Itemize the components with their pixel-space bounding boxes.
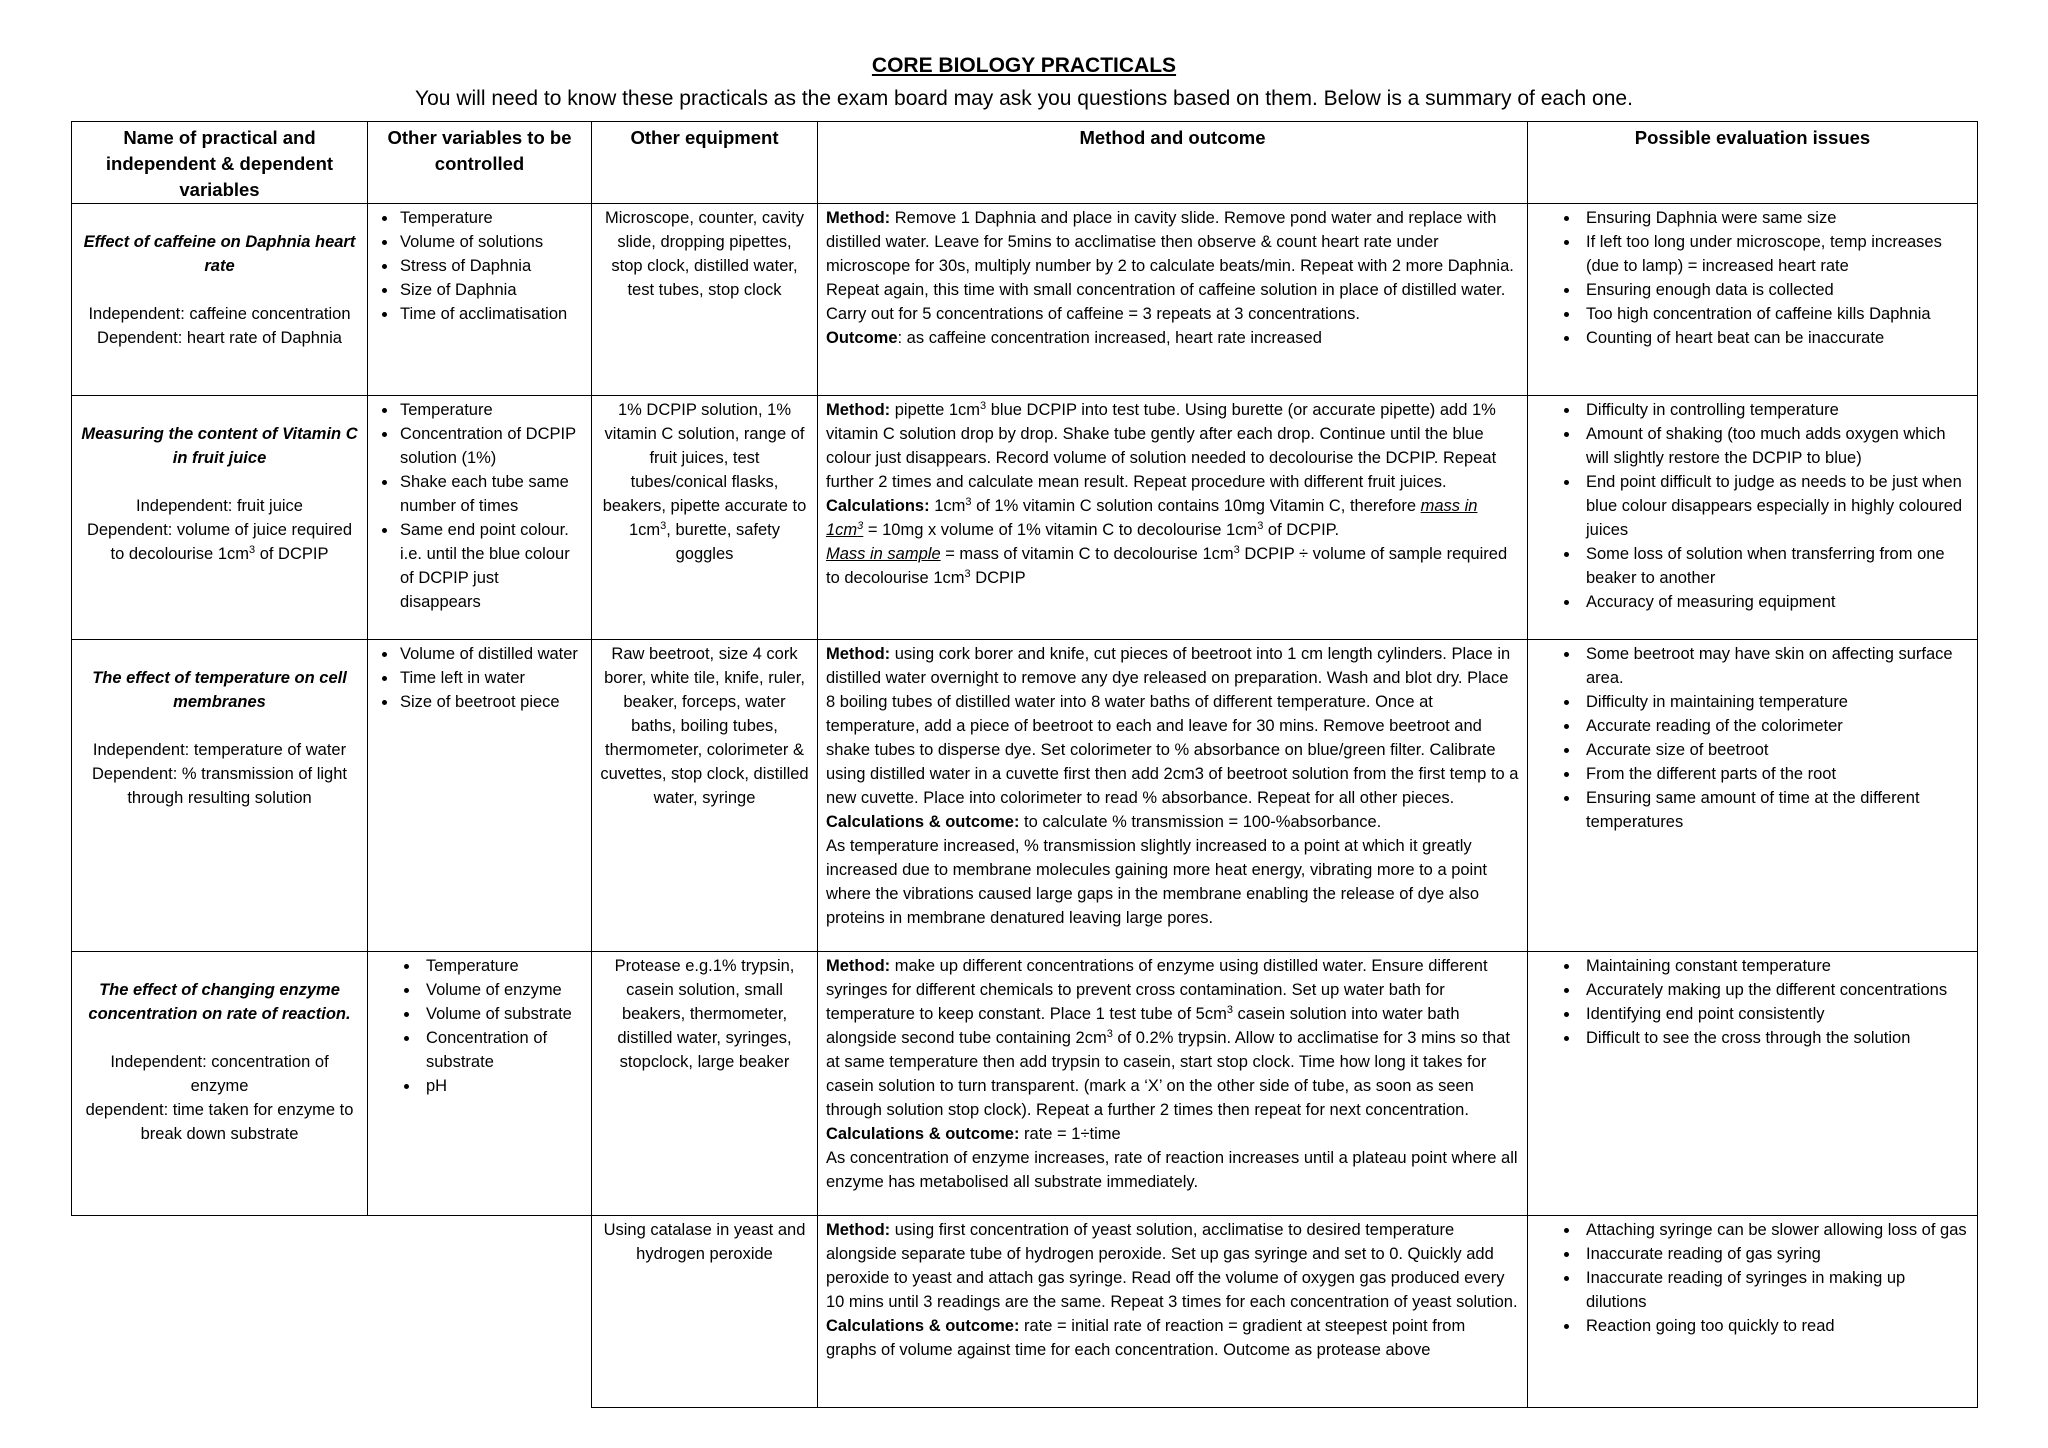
list-item: • Ensuring enough data is collected <box>1580 278 1969 302</box>
method-label: Method: <box>826 401 891 419</box>
list-item: • Stress of Daphnia <box>398 254 583 278</box>
list-item: • Concentration of substrate <box>420 1026 583 1074</box>
list-item: • Inaccurate reading of syringes in making up dilutions <box>1580 1266 1969 1314</box>
header-vars: Other variables to be controlled <box>368 122 592 204</box>
practical-name-cell <box>72 952 368 1216</box>
equipment-cell: Using catalase in yeast and hydrogen peroxide <box>592 1216 818 1408</box>
outcome-label: Outcome <box>826 329 898 347</box>
list-item: • Ensuring Daphnia were same size <box>1580 206 1969 230</box>
page-subtitle: You will need to know these practicals as the exam board may ask you questions based on them. Below is a summary of each one. <box>415 87 1633 110</box>
list-item: • Reaction going too quickly to read <box>1580 1314 1969 1338</box>
controlled-variables-list <box>376 398 583 614</box>
list-item: • From the different parts of the root <box>1580 762 1969 786</box>
list-item: • Time of acclimatisation <box>398 302 583 326</box>
method-cell <box>818 204 1528 396</box>
calculations-label: Calculations: <box>826 497 930 515</box>
practical-name-cell <box>72 204 368 396</box>
header-equipment: Other equipment <box>592 122 818 204</box>
calculations-label: Calculations & outcome: <box>826 1125 1020 1143</box>
practical-name-cell <box>72 640 368 952</box>
list-item: • Ensuring same amount of time at the different temperatures <box>1580 786 1969 834</box>
list-item: • Time left in water <box>398 666 583 690</box>
list-item: • Counting of heart beat can be inaccurate <box>1580 326 1969 350</box>
header-row <box>72 122 1978 204</box>
controlled-variables-list <box>376 642 583 714</box>
outcome-text: : as caffeine concentration increased, heart rate increased <box>897 329 1322 347</box>
method-text: using cork borer and knife, cut pieces of beetroot into 1 cm length cylinders. Place in distilled water overnight to remove any dye released on preparation. Wash and blot dry. Place 8 boiling tubes of distilled water into 8 water baths of different temperature. Once at temperature, add a piece of beetroot to each and leave for 30 mins. Remove beetroot and shake tubes to disperse dye. Set colorimeter to % absorbance on blue/green filter. Calibrate using distilled water in a cuvette first then add 2cm3 of beetroot solution from the first temp to a new cuvette. Place into colorimeter to read % absorbance. Repeat for all other pieces. <box>826 645 1519 807</box>
list-item: • End point difficult to judge as needs to be just when blue colour disappears especially in highly coloured juices <box>1580 470 1969 542</box>
independent-variable: Independent: caffeine concentration <box>88 305 351 323</box>
controlled-variables-list <box>376 954 583 1098</box>
evaluation-list <box>1536 206 1969 350</box>
table-row-enzyme <box>72 952 1978 1216</box>
list-item: • pH <box>420 1074 583 1098</box>
header-name: Name of practical and independent & dependent variables <box>72 122 368 204</box>
header-method: Method and outcome <box>818 122 1528 204</box>
list-item: • Concentration of DCPIP solution (1%) <box>398 422 583 470</box>
calculations-label: Calculations & outcome: <box>826 813 1020 831</box>
method-cell: Method: pipette $1cm^3$ blue DCPIP into test tube. Using burette (or accurate pipette) add 1% vitamin C solution drop by drop. Shake tube gently after each drop. Continue until the blue colour just disappears. Record volume of solution needed to decolourise the DCPIP. Repeat further 2 times and calculate mean result. Repeat procedure with different fruit juices. Calculations: $1cm^3$ of 1% vitamin C solution contains 10mg Vitamin C, therefore mass in $1cm^3 = 10mg$ x volume of 1% vitamin C to decolourise $1cm^3$ of DCPIP. Mass in sample = mass of vitamin C to decolourise $1cm^3$ DCPIP ÷ volume of sample required to decolourise $1cm^3$ DCPIP <box>818 396 1528 640</box>
equipment-cell: 1% DCPIP solution, 1% vitamin C solution, range of fruit juices, test tubes/conical flasks, beakers, pipette accurate to $1cm^3$, burette, safety goggles <box>592 396 818 640</box>
list-item: • Accurate reading of the colorimeter <box>1580 714 1969 738</box>
method-label: Method: <box>826 1221 891 1239</box>
controlled-variables-cell <box>368 396 592 640</box>
list-item: • Volume of enzyme <box>420 978 583 1002</box>
calculations-text: rate = 1÷time <box>1019 1125 1121 1143</box>
practicals-table <box>71 121 1978 1408</box>
list-item: • Some beetroot may have skin on affecting surface area. <box>1580 642 1969 690</box>
list-item: • Accuracy of measuring equipment <box>1580 590 1969 614</box>
method-label: Method: <box>826 209 891 227</box>
evaluation-cell <box>1528 204 1978 396</box>
method-label: Method: <box>826 957 891 975</box>
practical-title: Effect of caffeine on Daphnia heart rate <box>83 233 356 275</box>
evaluation-list <box>1536 954 1969 1050</box>
list-item: • Volume of solutions <box>398 230 583 254</box>
evaluation-cell <box>1528 952 1978 1216</box>
list-item: • Identifying end point consistently <box>1580 1002 1969 1026</box>
list-item: • Temperature <box>398 398 583 422</box>
list-item: • Same end point colour. i.e. until the blue colour of DCPIP just disappears <box>398 518 583 614</box>
method-cell <box>818 1216 1528 1408</box>
controlled-variables-cell <box>368 204 592 396</box>
equipment-cell: Raw beetroot, size 4 cork borer, white tile, knife, ruler, beaker, forceps, water baths, boiling tubes, thermometer, colorimeter & cuvettes, stop clock, distilled water, syringe <box>592 640 818 952</box>
controlled-variables-list <box>376 206 583 326</box>
independent-variable: Independent: temperature of water <box>92 741 347 759</box>
table-row-catalase <box>72 1216 1978 1408</box>
list-item: • Volume of distilled water <box>398 642 583 666</box>
independent-variable: Independent: concentration of enzyme <box>110 1053 329 1095</box>
outcome-text: As temperature increased, % transmission slightly increased to a point at which it greatly increased due to membrane molecules gaining more heat energy, vibrating more to a point where the vibrations caused large gaps in the membrane enabling the release of dye also proteins in membrane denatured leaving large pores. <box>826 837 1487 927</box>
page-title: CORE BIOLOGY PRACTICALS <box>871 54 1177 77</box>
method-label: Method: <box>826 645 891 663</box>
dependent-variable: Dependent: volume of juice required to decolourise $1cm^3$ of DCPIP <box>86 521 353 563</box>
evaluation-cell <box>1528 396 1978 640</box>
evaluation-list <box>1536 642 1969 834</box>
list-item: • Difficult to see the cross through the solution <box>1580 1026 1969 1050</box>
list-item: • Amount of shaking (too much adds oxygen which will slightly restore the DCPIP to blue) <box>1580 422 1969 470</box>
practical-title: Measuring the content of Vitamin C in fruit juice <box>81 425 358 467</box>
method-cell <box>818 640 1528 952</box>
dependent-variable: Dependent: % transmission of light through resulting solution <box>92 765 347 807</box>
method-text: using first concentration of yeast solution, acclimatise to desired temperature alongside separate tube of hydrogen peroxide. Set up gas syringe and set to 0. Quickly add peroxide to yeast and attach gas syringe. Read off the volume of oxygen gas produced every 10 mins until 3 readings are the same. Repeat 3 times for each concentration of yeast solution. <box>826 1221 1518 1311</box>
dependent-variable: Dependent: heart rate of Daphnia <box>97 329 342 347</box>
list-item: • Temperature <box>398 206 583 230</box>
list-item: • Accurately making up the different concentrations <box>1580 978 1969 1002</box>
practical-title: The effect of changing enzyme concentration on rate of reaction. <box>88 981 351 1023</box>
list-item: • Volume of substrate <box>420 1002 583 1026</box>
table-row-cell-membranes <box>72 640 1978 952</box>
outcome-text: As concentration of enzyme increases, rate of reaction increases until a plateau point where all enzyme has metabolised all substrate immediately. <box>826 1149 1518 1191</box>
practical-title: The effect of temperature on cell membranes <box>92 669 347 711</box>
list-item: • Maintaining constant temperature <box>1580 954 1969 978</box>
controlled-variables-cell <box>368 952 592 1216</box>
evaluation-list <box>1536 1218 1969 1338</box>
evaluation-cell <box>1528 640 1978 952</box>
equipment-cell: Microscope, counter, cavity slide, dropping pipettes, stop clock, distilled water, test tubes, stop clock <box>592 204 818 396</box>
list-item: • Size of Daphnia <box>398 278 583 302</box>
list-item: • Difficulty in maintaining temperature <box>1580 690 1969 714</box>
method-cell: Method: make up different concentrations of enzyme using distilled water. Ensure different syringes for different chemicals to prevent cross contamination. Set up water bath for temperature to keep constant. Place 1 test tube of $5cm^3$ casein solution into water bath alongside second tube containing $2cm^3$ of 0.2% trypsin. Allow to acclimatise for 3 mins so that at same temperature then add trypsin to casein, start stop clock. Time how long it takes for casein solution to turn transparent. (mark a ‘X’ on the other side of tube, as soon as seen through solution stop clock). Repeat a further 2 times then repeat for next concentration. Calculations & outcome: rate = 1÷time As concentration of enzyme increases, rate of reaction increases until a plateau point where all enzyme has metabolised all substrate immediately. <box>818 952 1528 1216</box>
calculations-text: to calculate % transmission = 100-%absorbance. <box>1019 813 1382 831</box>
evaluation-list <box>1536 398 1969 614</box>
controlled-variables-cell <box>368 640 592 952</box>
table-row-caffeine <box>72 204 1978 396</box>
dependent-variable: dependent: time taken for enzyme to break down substrate <box>85 1101 354 1143</box>
table-row-vitamin-c <box>72 396 1978 640</box>
calculations-text: rate = initial rate of reaction = gradient at steepest point from graphs of volume against time for each concentration. Outcome as protease above <box>826 1317 1466 1359</box>
list-item: • Temperature <box>420 954 583 978</box>
header-evaluation: Possible evaluation issues <box>1528 122 1978 204</box>
list-item: • Too high concentration of caffeine kills Daphnia <box>1580 302 1969 326</box>
calculations-label: Calculations & outcome: <box>826 1317 1020 1335</box>
practical-name-cell <box>72 396 368 640</box>
method-text: Remove 1 Daphnia and place in cavity slide. Remove pond water and replace with distilled water. Leave for 5mins to acclimatise then observe & count heart rate under microscope for 30s, multiply number by 2 to calculate beats/min. Repeat with 2 more Daphnia. Repeat again, this time with small concentration of caffeine solution in place of distilled water. Carry out for 5 concentrations of caffeine = 3 repeats at 3 concentrations. <box>826 209 1514 323</box>
list-item: • Difficulty in controlling temperature <box>1580 398 1969 422</box>
independent-variable: Independent: fruit juice <box>136 497 303 515</box>
list-item: • Accurate size of beetroot <box>1580 738 1969 762</box>
list-item: • Some loss of solution when transferring from one beaker to another <box>1580 542 1969 590</box>
equipment-cell: Protease e.g.1% trypsin, casein solution, small beakers, thermometer, distilled water, syringes, stopclock, large beaker <box>592 952 818 1216</box>
list-item: • Size of beetroot piece <box>398 690 583 714</box>
list-item: • Attaching syringe can be slower allowing loss of gas <box>1580 1218 1969 1242</box>
list-item: • If left too long under microscope, temp increases (due to lamp) = increased heart rate <box>1580 230 1969 278</box>
evaluation-cell <box>1528 1216 1978 1408</box>
list-item: • Shake each tube same number of times <box>398 470 583 518</box>
list-item: • Inaccurate reading of gas syring <box>1580 1242 1969 1266</box>
